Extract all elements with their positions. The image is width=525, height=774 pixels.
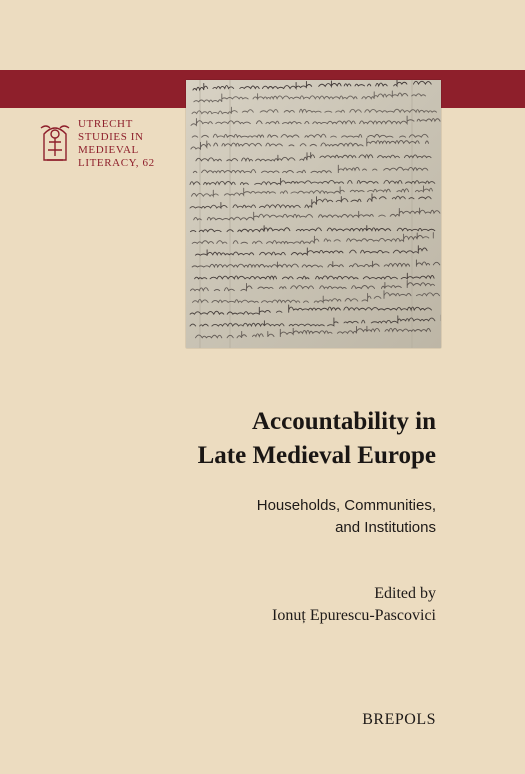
edited-by-label: Edited by	[374, 585, 436, 602]
editor-credit	[272, 583, 436, 627]
title-line: Accountability in	[251, 408, 436, 435]
title-line: Late Medieval Europe	[197, 442, 436, 469]
seal-icon	[38, 120, 72, 164]
series-title	[78, 118, 155, 170]
publisher-logo: BREPOLS	[362, 711, 436, 728]
series-line: LITERACY, 62	[78, 157, 155, 169]
editor-name: Ionuț Epurescu-Pascovici	[272, 607, 436, 624]
series-line: UTRECHT	[78, 118, 133, 130]
manuscript-scribbles	[186, 80, 441, 348]
subtitle-line: and Institutions	[335, 519, 436, 536]
series-line: MEDIEVAL	[78, 144, 139, 156]
series-block	[38, 118, 178, 168]
book-subtitle	[257, 495, 436, 539]
book-title	[198, 405, 436, 473]
manuscript-image	[186, 80, 441, 348]
subtitle-line: Households, Communities,	[256, 497, 436, 514]
series-line: STUDIES IN	[78, 131, 144, 143]
